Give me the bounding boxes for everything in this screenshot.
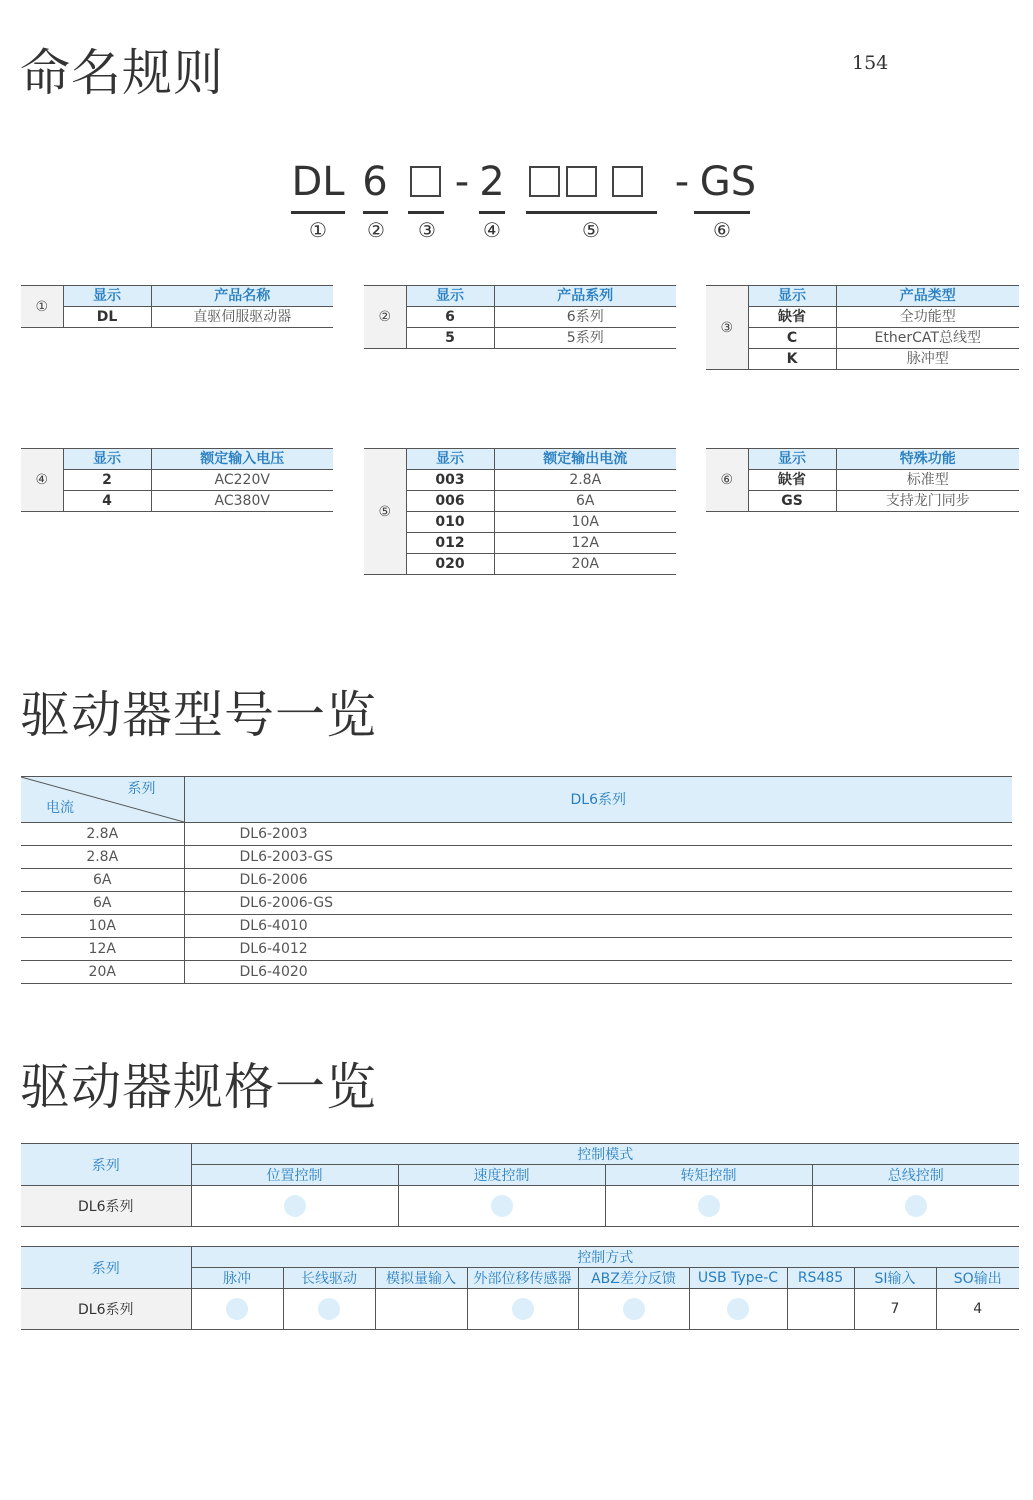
current-cell: 12A	[21, 938, 184, 961]
supported-dot-icon	[284, 1195, 306, 1217]
marker-5: ⑤	[582, 218, 600, 242]
table-header: 显示	[63, 286, 151, 307]
table-desc: AC220V	[151, 470, 333, 491]
current-cell: 6A	[21, 869, 184, 892]
model-table	[21, 776, 1012, 984]
table-header: 显示	[63, 449, 151, 470]
table-code: 006	[406, 491, 494, 512]
code-segment-6: 6	[362, 159, 388, 205]
table-header: 产品名称	[151, 286, 333, 307]
col-header: 外部位移传感器	[467, 1268, 578, 1289]
model-cell: DL6-2006	[184, 869, 1012, 892]
corner-current-label: 电流	[46, 800, 74, 816]
code-dash: -	[454, 159, 470, 205]
table-header: 额定输入电压	[151, 449, 333, 470]
col-header: 速度控制	[398, 1165, 605, 1186]
current-cell: 2.8A	[21, 846, 184, 869]
underline-5	[526, 211, 657, 214]
table-code: 6	[406, 307, 494, 328]
table-code: 5	[406, 328, 494, 349]
naming-code	[0, 160, 1033, 240]
table-header: 显示	[748, 286, 836, 307]
supported-dot-icon	[623, 1298, 645, 1320]
table-index: ②	[364, 286, 406, 349]
table-index: ④	[21, 449, 63, 512]
table-code: 010	[406, 512, 494, 533]
naming-rules-title: 命名规则	[20, 44, 224, 102]
empty-cell	[787, 1289, 854, 1330]
current-cell: 20A	[21, 961, 184, 984]
dot-cell	[578, 1289, 689, 1330]
model-cell: DL6-2003	[184, 823, 1012, 846]
supported-dot-icon	[698, 1195, 720, 1217]
table-row	[21, 846, 1012, 869]
table-desc: 2.8A	[494, 470, 676, 491]
current-cell: 6A	[21, 892, 184, 915]
supported-dot-icon	[727, 1298, 749, 1320]
table-code: 缺省	[748, 470, 836, 491]
table-desc: 10A	[494, 512, 676, 533]
table-special-function	[706, 448, 1019, 512]
table-code: K	[748, 349, 836, 370]
marker-1: ①	[309, 218, 327, 242]
table-code: DL	[63, 307, 151, 328]
table-header: 产品类型	[836, 286, 1019, 307]
table-desc: 5系列	[494, 328, 676, 349]
table-code: GS	[748, 491, 836, 512]
table-index: ①	[21, 286, 63, 328]
supported-dot-icon	[512, 1298, 534, 1320]
table-header: 显示	[748, 449, 836, 470]
col-header: USB Type-C	[689, 1268, 787, 1289]
row-label: DL6系列	[21, 1289, 191, 1330]
series-header: DL6系列	[184, 777, 1012, 823]
col-header: SO输出	[936, 1268, 1019, 1289]
table-code: 4	[63, 491, 151, 512]
group-header: 控制方式	[191, 1247, 1019, 1268]
table-row	[21, 892, 1012, 915]
marker-2: ②	[367, 218, 385, 242]
model-cell: DL6-4010	[184, 915, 1012, 938]
model-cell: DL6-4020	[184, 961, 1012, 984]
table-desc: 20A	[494, 554, 676, 575]
models-title: 驱动器型号一览	[20, 686, 377, 744]
underline-2	[363, 211, 388, 214]
underline-6	[694, 211, 750, 214]
dot-cell	[191, 1186, 398, 1227]
si-count: 7	[854, 1289, 936, 1330]
col-header: RS485	[787, 1268, 854, 1289]
table-desc: AC380V	[151, 491, 333, 512]
table-code: 020	[406, 554, 494, 575]
table-header: 特殊功能	[836, 449, 1019, 470]
table-input-voltage	[21, 448, 333, 512]
col-header: 脉冲	[191, 1268, 283, 1289]
marker-6: ⑥	[713, 218, 731, 242]
table-code: 2	[63, 470, 151, 491]
table-code: 003	[406, 470, 494, 491]
table-desc: 6A	[494, 491, 676, 512]
code-segment-gs: GS	[699, 159, 757, 205]
so-count: 4	[936, 1289, 1019, 1330]
table-desc: 全功能型	[836, 307, 1019, 328]
table-code: 012	[406, 533, 494, 554]
table-desc: EtherCAT总线型	[836, 328, 1019, 349]
table-desc: 直驱伺服驱动器	[151, 307, 333, 328]
control-mode-table	[21, 1143, 1019, 1227]
table-code: 缺省	[748, 307, 836, 328]
marker-3: ③	[418, 218, 436, 242]
dot-cell	[191, 1289, 283, 1330]
underline-1	[291, 211, 345, 214]
table-product-name	[21, 285, 333, 328]
current-cell: 10A	[21, 915, 184, 938]
supported-dot-icon	[905, 1195, 927, 1217]
underline-4	[479, 211, 505, 214]
table-desc: 标准型	[836, 470, 1019, 491]
model-cell: DL6-2003-GS	[184, 846, 1012, 869]
table-row	[21, 823, 1012, 846]
code-dash: -	[674, 159, 690, 205]
table-row	[21, 869, 1012, 892]
current-cell: 2.8A	[21, 823, 184, 846]
table-desc: 支持龙门同步	[836, 491, 1019, 512]
control-method-table	[21, 1246, 1019, 1330]
col-header: SI输入	[854, 1268, 936, 1289]
dot-cell	[689, 1289, 787, 1330]
group-header: 控制模式	[191, 1144, 1019, 1165]
row-label: DL6系列	[21, 1186, 191, 1227]
table-output-current	[364, 448, 676, 575]
supported-dot-icon	[318, 1298, 340, 1320]
col-header: ABZ差分反馈	[578, 1268, 689, 1289]
supported-dot-icon	[226, 1298, 248, 1320]
table-index: ⑤	[364, 449, 406, 575]
specs-title: 驱动器规格一览	[20, 1058, 377, 1116]
supported-dot-icon	[491, 1195, 513, 1217]
dot-cell	[398, 1186, 605, 1227]
table-row	[21, 961, 1012, 984]
col-header: 模拟量输入	[375, 1268, 467, 1289]
table-row	[21, 915, 1012, 938]
series-label: 系列	[21, 1144, 191, 1186]
table-index: ⑥	[706, 449, 748, 512]
col-header: 长线驱动	[283, 1268, 375, 1289]
series-label: 系列	[21, 1247, 191, 1289]
table-header: 产品系列	[494, 286, 676, 307]
col-header: 转矩控制	[605, 1165, 812, 1186]
table-product-type	[706, 285, 1019, 370]
table-desc: 脉冲型	[836, 349, 1019, 370]
page-number: 154	[852, 52, 889, 74]
dot-cell	[283, 1289, 375, 1330]
table-desc: 6系列	[494, 307, 676, 328]
table-header: 显示	[406, 449, 494, 470]
model-cell: DL6-4012	[184, 938, 1012, 961]
empty-cell	[375, 1289, 467, 1330]
dot-cell	[467, 1289, 578, 1330]
code-box-current	[526, 160, 666, 204]
table-header: 额定输出电流	[494, 449, 676, 470]
underline-3	[408, 211, 444, 214]
col-header: 位置控制	[191, 1165, 398, 1186]
table-desc: 12A	[494, 533, 676, 554]
table-index: ③	[706, 286, 748, 370]
table-row	[21, 938, 1012, 961]
code-segment-dl: DL	[291, 159, 345, 205]
dot-cell	[812, 1186, 1019, 1227]
corner-cell	[21, 777, 184, 823]
dot-cell	[605, 1186, 812, 1227]
corner-series-label: 系列	[127, 781, 156, 797]
model-cell: DL6-2006-GS	[184, 892, 1012, 915]
marker-4: ④	[483, 218, 501, 242]
table-header: 显示	[406, 286, 494, 307]
table-product-series	[364, 285, 676, 349]
table-code: C	[748, 328, 836, 349]
code-segment-2: 2	[479, 159, 505, 205]
code-box-type	[405, 160, 445, 204]
col-header: 总线控制	[812, 1165, 1019, 1186]
